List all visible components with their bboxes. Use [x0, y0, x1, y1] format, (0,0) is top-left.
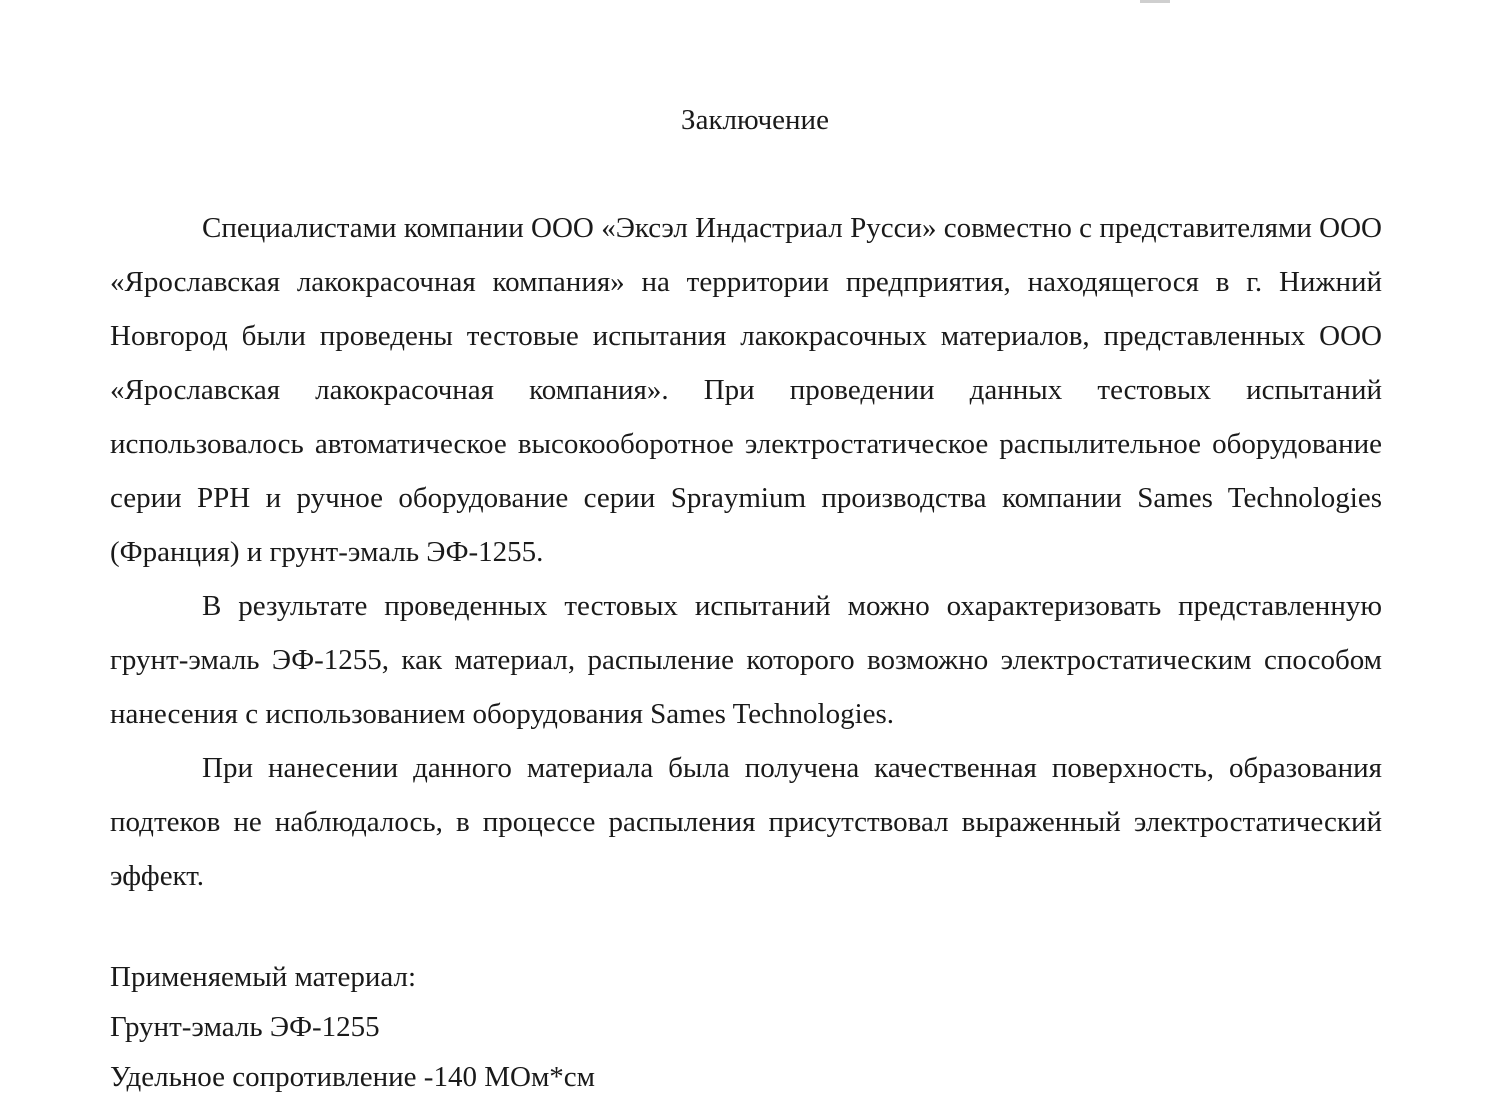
- paragraph-1-block: [110, 201, 1382, 579]
- paragraph-2: В результате проведенных тестовых испытаний можно охарактеризовать представленную грунт-эмаль ЭФ-1255, как материал, распыление которого возможно электростатическим способом нанесения с использованием оборудования Sames Technologies.: [110, 590, 1382, 730]
- material-name: Грунт-эмаль ЭФ-1255: [110, 1011, 380, 1043]
- paragraph-3-block: [110, 741, 1382, 903]
- material-resistivity: Удельное сопротивление -140 МОм*см: [110, 1061, 596, 1093]
- document-title: Заключение: [681, 104, 829, 136]
- paragraph-2-block: [110, 579, 1382, 741]
- scan-artifact: [1140, 0, 1170, 3]
- material-heading: Применяемый материал:: [110, 961, 417, 993]
- paragraph-1: Специалистами компании ООО «Эксэл Индастриал Русси» совместно с представителями ООО «Ярославская лакокрасочная компания» на территории предприятия, находящегося в г. Нижний Новгород были проведены тестовые испытания лакокрасочных материалов, представленных ООО «Ярославская лакокрасочная компания». При проведении данных тестовых испытаний использовалось автоматическое высокооборотное электростатическое распылительное оборудование серии PPH и ручное оборудование серии Spraymium производства компании Sames Technologies (Франция) и грунт-эмаль ЭФ-1255.: [110, 212, 1382, 568]
- paragraph-3: При нанесении данного материала была получена качественная поверхность, образования подтеков не наблюдалось, в процессе распыления присутствовал выраженный электростатический эффект.: [110, 752, 1382, 892]
